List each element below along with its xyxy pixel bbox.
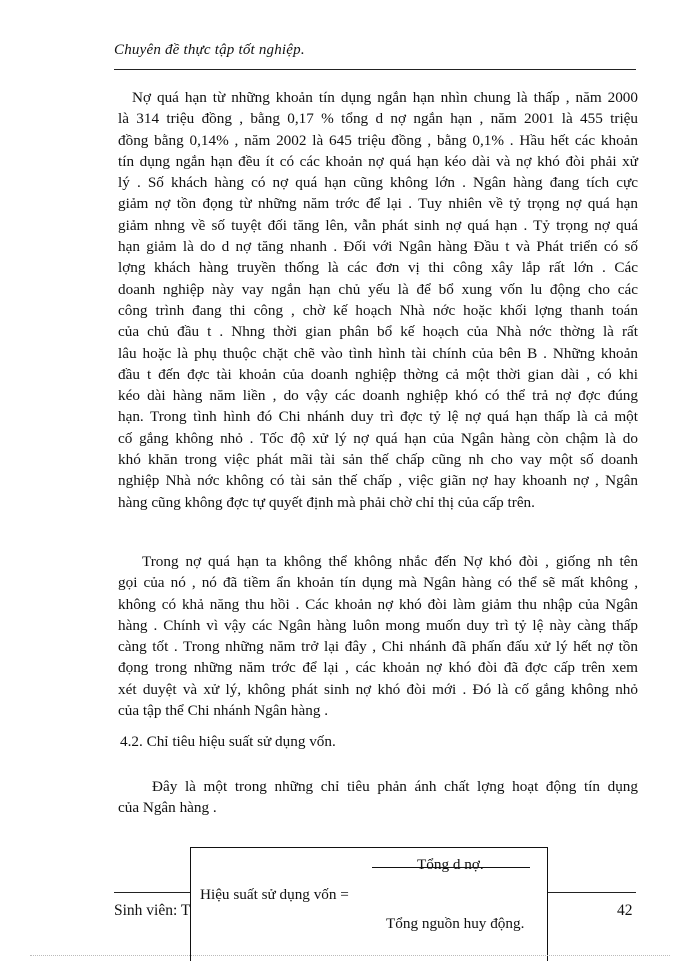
fraction-bar bbox=[372, 867, 530, 868]
text-line: khó khăn trong việc phát mãi tài sản thế chấp cũng nh cho vay một số doanh bbox=[118, 451, 638, 469]
text-line: của Ngân hàng . bbox=[118, 799, 217, 817]
text-line: không có khả năng thu hồi . Các khoản nợ khó đòi làm giảm thu nhập của Ngân bbox=[118, 595, 638, 613]
text-line: lý . Số khách hàng có nợ quá hạn cũng không lớn . Ngân hàng đang tích cực bbox=[118, 174, 638, 192]
page-number: 42 bbox=[617, 902, 633, 919]
text-line: hạn giảm là do d nợ tăng nhanh . Đối với Ngân hàng Đầu t và Phát triển có số bbox=[118, 238, 638, 256]
text-line: hạn. Trong tình hình đó Chi nhánh duy trì đợc tỷ lệ nợ quá hạn thấp là cả một bbox=[118, 408, 638, 426]
text-line: gọi của nó , nó đã tiềm ẩn khoản tín dụng mà Ngân hàng có thể sẽ mất không , bbox=[118, 574, 638, 592]
text-line: lợng khách hàng truyền thống là các đơn vị thi công xây lắp rất lớn . Các bbox=[118, 259, 638, 277]
text-line: đầu t đến đợc tài khoản của doanh nghiệp thờng cả một thời gian dài , có khi bbox=[118, 365, 638, 383]
text-line: đọng trong những năm trớc để lại , các khoản nợ khó đòi đã đợc cấp trên xem bbox=[118, 659, 638, 677]
paragraph-capital-efficiency bbox=[118, 776, 638, 819]
formula-box bbox=[190, 847, 548, 961]
text-line: hàng cũng không đợc tự quyết định mà phải chờ chỉ thị của cấp trên. bbox=[118, 493, 535, 511]
text-line: của chủ đầu t . Nhng thời gian phân bổ kế hoạch của Nhà nớc thờng là rất bbox=[118, 323, 638, 341]
text-line: hàng . Chính vì vậy các Ngân hàng luôn mong muốn duy trì tỷ lệ này càng thấp bbox=[118, 616, 638, 634]
text-line: giảm nhng về số tuyệt đối tăng lên, vẫn phát sinh nợ quá hạn . Tỷ trọng nợ quá bbox=[118, 216, 638, 234]
formula-numerator: Tổng d nợ. bbox=[417, 856, 484, 873]
text-line: của tập thể Chi nhánh Ngân hàng . bbox=[118, 702, 329, 720]
text-line: là 314 triệu đồng , bằng 0,17 % tổng d nợ ngắn hạn , năm 2001 là 455 triệu bbox=[118, 110, 638, 128]
header-divider bbox=[114, 69, 636, 70]
text-line: giảm nợ tồn đọng từ những năm trớc để lại . Tuy nhiên về tỷ trọng nợ quá hạn bbox=[118, 195, 638, 213]
text-line: lâu hoặc là phụ thuộc chặt chẽ vào tình hình tài chính của bên B . Những khoản bbox=[118, 344, 638, 362]
text-line: Trong nợ quá hạn ta không thể không nhắc đến Nợ khó đòi , giống nh tên bbox=[142, 553, 638, 570]
text-line: kéo dài hàng năm liền , do vậy các doanh nghiệp khó có thể trả nợ đợc đúng bbox=[118, 387, 638, 405]
footer-student-label: Sinh viên: T bbox=[114, 902, 191, 919]
text-line: Nợ quá hạn từ những khoản tín dụng ngắn hạn nhìn chung là thấp , năm 2000 bbox=[132, 89, 638, 106]
text-line: Đây là một trong những chỉ tiêu phản ánh chất lợng hoạt động tín dụng bbox=[152, 778, 638, 795]
formula-denominator: Tổng nguồn huy động. bbox=[386, 915, 525, 932]
text-line: doanh nghiệp này vay ngắn hạn chủ yếu là để bổ xung vốn lu động cho các bbox=[118, 280, 638, 298]
text-line: tín dụng ngắn hạn đều ít có các khoản nợ quá hạn kéo dài và nợ khó đòi phải xử bbox=[118, 152, 638, 170]
scan-artifact-line bbox=[30, 955, 670, 956]
text-line: càng tốt . Trong những năm trở lại đây , Chi nhánh đã phấn đấu xử lý hết nợ tồn bbox=[118, 638, 638, 656]
text-line: đồng bằng 0,14% , năm 2002 là 645 triệu đồng , bằng 0,1% . Hầu hết các khoản bbox=[118, 131, 638, 149]
paragraph-overdue-debt bbox=[118, 87, 638, 513]
page-header-title: Chuyên đề thực tập tốt nghiệp. bbox=[114, 42, 305, 58]
section-heading: 4.2. Chỉ tiêu hiệu suất sử dụng vốn. bbox=[120, 733, 336, 750]
text-line: xét duyệt và xử lý, không phát sinh nợ khó đòi mới . Đó là cố gắng không nhỏ bbox=[118, 680, 638, 698]
text-line: nghiệp Nhà nớc không có tài sản thế chấp , việc giãn nợ hay khoanh nợ , Ngân bbox=[118, 472, 638, 490]
paragraph-bad-debt bbox=[118, 551, 638, 721]
text-line: công trình đang thi công , chờ kế hoạch Nhà nớc hoặc khối lợng thanh toán bbox=[118, 301, 638, 319]
text-line: cố gắng không nhỏ . Tốc độ xử lý nợ quá hạn của Ngân hàng còn chậm là do bbox=[118, 429, 638, 447]
formula-label: Hiệu suất sử dụng vốn = bbox=[200, 886, 349, 903]
